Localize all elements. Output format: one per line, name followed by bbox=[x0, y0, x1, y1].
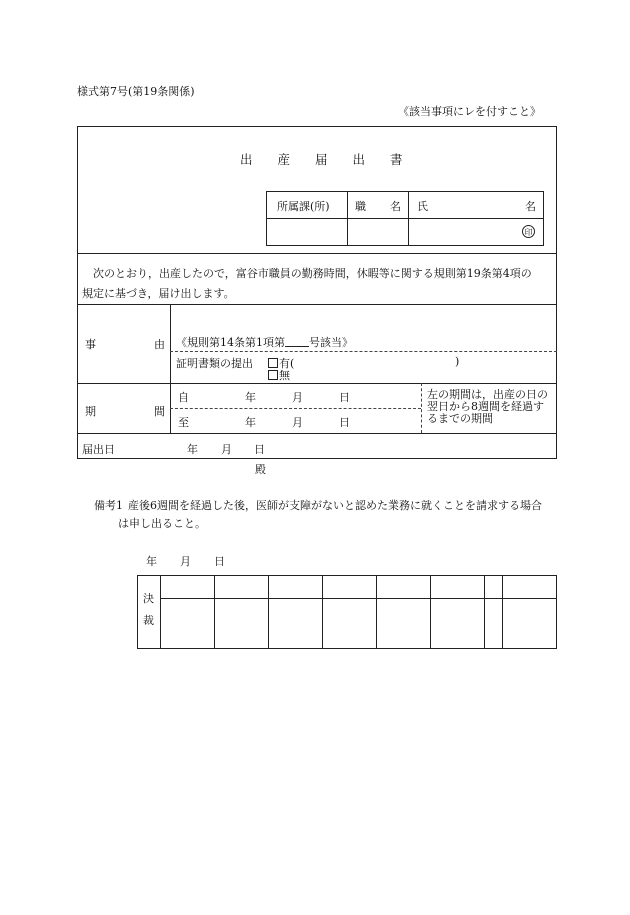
dept-label: 所属課(所) bbox=[277, 200, 330, 213]
name-label-1: 氏 bbox=[417, 200, 428, 213]
seal-icon: 印 bbox=[522, 225, 535, 238]
approval-year[interactable]: 年 bbox=[146, 555, 157, 568]
period-to-label: 至 bbox=[178, 416, 189, 429]
period-note bbox=[427, 389, 548, 425]
option-yes-label: 有( bbox=[279, 357, 295, 370]
period-dashed-divider bbox=[170, 408, 421, 409]
from-year[interactable]: 年 bbox=[245, 391, 256, 404]
remarks-line-1: 産後6週間を経過した後，医師が支障がないと認めた業務に就くことを請求する場合 bbox=[128, 499, 542, 512]
period-note-divider bbox=[421, 383, 422, 433]
submit-month[interactable]: 月 bbox=[221, 443, 232, 456]
remarks-label: 備考1 bbox=[94, 499, 123, 512]
approval-grid-col-3 bbox=[322, 575, 323, 649]
option-no[interactable] bbox=[268, 367, 290, 383]
post-label-2: 名 bbox=[390, 200, 401, 213]
period-note-line-2: 翌日から8週間を経過す bbox=[427, 400, 544, 413]
submit-year[interactable]: 年 bbox=[187, 443, 198, 456]
approval-label-2: 裁 bbox=[143, 614, 154, 627]
period-label-2: 間 bbox=[154, 405, 165, 418]
submit-day[interactable]: 日 bbox=[254, 443, 265, 456]
period-label-1: 期 bbox=[85, 405, 96, 418]
submit-date-label: 届出日 bbox=[82, 443, 115, 456]
approval-grid-col-4 bbox=[376, 575, 377, 649]
approval-grid-row-divider bbox=[160, 598, 557, 599]
reason-label-2: 由 bbox=[154, 338, 165, 351]
reason-label-1: 事 bbox=[85, 338, 96, 351]
intro-top-rule bbox=[77, 253, 557, 254]
approval-grid-col-5 bbox=[430, 575, 431, 649]
to-month[interactable]: 月 bbox=[292, 416, 303, 429]
period-note-line-1: 左の期間は，出産の日の bbox=[427, 388, 548, 401]
post-label-1: 職 bbox=[355, 200, 366, 213]
form-number: 様式第7号(第19条関係) bbox=[77, 85, 195, 98]
approval-day[interactable]: 日 bbox=[214, 555, 225, 568]
submit-top-rule bbox=[77, 433, 557, 434]
label-column-divider bbox=[170, 304, 171, 433]
instruction-note: 《該当事項にレを付すこと》 bbox=[398, 105, 541, 118]
remarks-line-2: は申し出ること。 bbox=[118, 517, 206, 530]
from-month[interactable]: 月 bbox=[292, 391, 303, 404]
name-field[interactable] bbox=[409, 219, 519, 245]
intro-line-1: 次のとおり，出産したので，富谷市職員の勤務時間，休暇等に関する規則第19条第4項の bbox=[93, 267, 532, 280]
period-note-line-3: るまでの期間 bbox=[427, 412, 493, 425]
approval-grid-col-0 bbox=[160, 575, 161, 649]
period-from-label: 自 bbox=[178, 391, 189, 404]
approval-grid-col-1 bbox=[214, 575, 215, 649]
addressee-suffix: 殿 bbox=[255, 463, 266, 476]
approval-grid bbox=[137, 575, 557, 649]
intro-line-2: 規定に基づき，届け出します。 bbox=[82, 287, 235, 300]
approval-month[interactable]: 月 bbox=[180, 555, 191, 568]
approval-label-1: 決 bbox=[143, 592, 154, 605]
doc-submission-label: 証明書類の提出 bbox=[176, 357, 253, 370]
dept-field[interactable] bbox=[267, 219, 346, 245]
rule-number-field[interactable] bbox=[285, 336, 309, 347]
reason-top-rule bbox=[77, 304, 557, 305]
form-title: 出 産 届 出 書 bbox=[240, 152, 403, 167]
period-top-rule bbox=[77, 383, 557, 384]
approval-grid-col-6 bbox=[484, 575, 485, 649]
option-no-label: 無 bbox=[279, 369, 290, 382]
reason-dashed-divider bbox=[170, 351, 557, 352]
name-label-2: 名 bbox=[525, 200, 536, 213]
no-checkbox[interactable] bbox=[268, 370, 278, 380]
option-yes-close: ) bbox=[455, 355, 460, 368]
approval-grid-col-2 bbox=[268, 575, 269, 649]
post-field[interactable] bbox=[348, 219, 407, 245]
to-year[interactable]: 年 bbox=[245, 416, 256, 429]
to-day[interactable]: 日 bbox=[339, 416, 350, 429]
rule-suffix: 号該当》 bbox=[309, 336, 353, 349]
from-day[interactable]: 日 bbox=[339, 391, 350, 404]
approval-grid-col-7 bbox=[502, 575, 503, 649]
reason-rule-reference bbox=[176, 334, 353, 350]
rule-prefix: 《規則第14条第1項第 bbox=[176, 336, 285, 349]
